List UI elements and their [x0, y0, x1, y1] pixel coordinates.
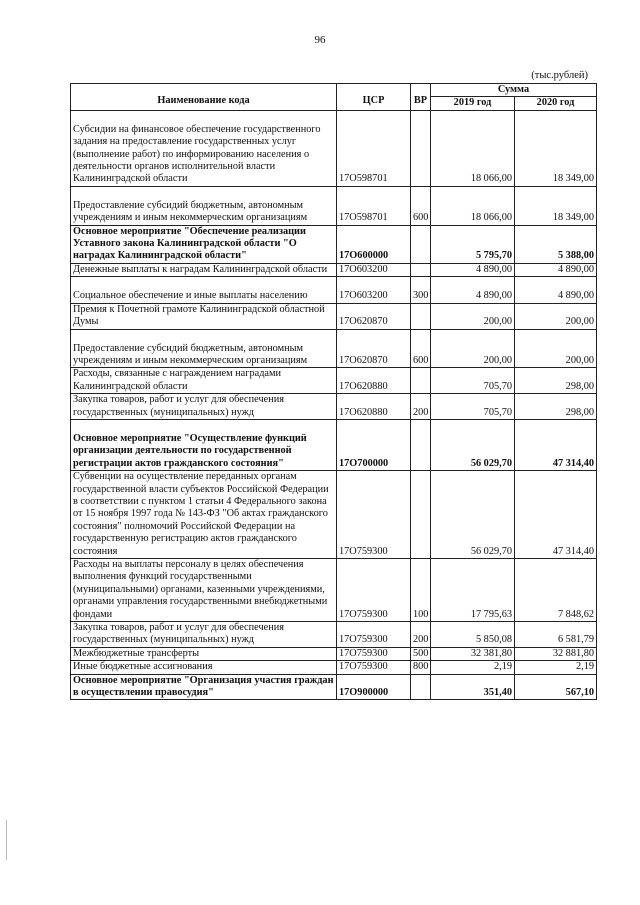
row-name: Иные бюджетные ассигнования	[71, 661, 337, 674]
row-name: Закупка товаров, работ и услуг для обеспечения государственных (муниципальных) нужд	[71, 622, 337, 648]
row-csr: 17О759300	[337, 559, 411, 622]
row-vr	[411, 225, 431, 263]
row-name: Субвенции на осуществление переданных органам государственной власти субъектов Российской Федерации в соответствии с пунктом 1 статьи 4 Федерального закона от 15 ноября 1997 года № 143-ФЗ "Об актах гражданского состояния" полномочий Российской Федерации на государственную регистрацию актов гражданского состояния	[71, 471, 337, 559]
table-row	[71, 368, 597, 394]
row-sum-2020: 4 890,00	[515, 277, 597, 303]
row-csr: 17О759300	[337, 661, 411, 674]
row-sum-2019: 17 795,63	[431, 559, 515, 622]
table-row	[71, 674, 597, 700]
row-vr	[411, 263, 431, 276]
row-csr: 17О600000	[337, 225, 411, 263]
table-row	[71, 394, 597, 420]
row-sum-2019: 5 795,70	[431, 225, 515, 263]
row-sum-2019: 56 029,70	[431, 471, 515, 559]
row-name: Основное мероприятие "Осуществление функций организации деятельности по государственной регистрации актов гражданского состояния"	[71, 419, 337, 470]
row-sum-2019: 4 890,00	[431, 277, 515, 303]
header-csr: ЦСР	[337, 84, 411, 111]
row-sum-2019: 4 890,00	[431, 263, 515, 276]
row-name: Субсидии на финансовое обеспечение государственного задания на предоставление государственных услуг (выполнение работ) по информированию населения о деятельности органов исполнительной власти Калининградской области	[71, 110, 337, 186]
row-name: Расходы, связанные с награждением наградами Калининградской области	[71, 368, 337, 394]
row-name: Социальное обеспечение и иные выплаты населению	[71, 277, 337, 303]
table-row	[71, 277, 597, 303]
row-sum-2019: 32 381,80	[431, 647, 515, 660]
row-name: Расходы на выплаты персоналу в целях обеспечения выполнения функций государственными (муниципальными) органами, казенными учреждениями, органами управления государственными внебюджетными фондами	[71, 559, 337, 622]
row-sum-2019: 5 850,08	[431, 622, 515, 648]
table-row	[71, 110, 597, 186]
margin-mark	[6, 820, 7, 860]
header-sum: Сумма	[431, 84, 597, 97]
row-vr	[411, 419, 431, 470]
row-csr: 17О598701	[337, 186, 411, 225]
row-name: Предоставление субсидий бюджетным, автономным учреждениям и иным некоммерческим организациям	[71, 186, 337, 225]
row-sum-2020: 4 890,00	[515, 263, 597, 276]
table-row	[71, 419, 597, 470]
row-csr: 17О759300	[337, 647, 411, 660]
table-row	[71, 329, 597, 368]
row-vr	[411, 674, 431, 700]
row-sum-2020: 32 881,80	[515, 647, 597, 660]
row-sum-2019: 56 029,70	[431, 419, 515, 470]
row-sum-2020: 298,00	[515, 394, 597, 420]
row-vr: 600	[411, 186, 431, 225]
table-row	[71, 303, 597, 329]
row-vr: 100	[411, 559, 431, 622]
header-vr: ВР	[411, 84, 431, 111]
row-sum-2020: 18 349,00	[515, 186, 597, 225]
units-label: (тыс.рублей)	[531, 70, 588, 81]
row-sum-2019: 351,40	[431, 674, 515, 700]
row-name: Основное мероприятие "Обеспечение реализации Уставного закона Калининградской области "О наградах Калининградской области"	[71, 225, 337, 263]
table-row	[71, 263, 597, 276]
row-sum-2020: 200,00	[515, 303, 597, 329]
row-sum-2020: 567,10	[515, 674, 597, 700]
row-sum-2020: 18 349,00	[515, 110, 597, 186]
row-csr: 17О620880	[337, 394, 411, 420]
table-header	[71, 84, 597, 111]
row-sum-2020: 200,00	[515, 329, 597, 368]
row-sum-2020: 6 581,79	[515, 622, 597, 648]
row-vr	[411, 471, 431, 559]
row-sum-2019: 18 066,00	[431, 186, 515, 225]
table-body	[71, 110, 597, 700]
row-sum-2020: 47 314,40	[515, 419, 597, 470]
header-year-2019: 2019 год	[431, 97, 515, 110]
row-csr: 17О620870	[337, 303, 411, 329]
table-row	[71, 622, 597, 648]
row-sum-2020: 298,00	[515, 368, 597, 394]
row-vr: 600	[411, 329, 431, 368]
row-sum-2019: 200,00	[431, 303, 515, 329]
row-vr: 500	[411, 647, 431, 660]
row-sum-2019: 2,19	[431, 661, 515, 674]
row-vr: 200	[411, 622, 431, 648]
row-csr: 17О620880	[337, 368, 411, 394]
row-vr: 800	[411, 661, 431, 674]
row-sum-2020: 2,19	[515, 661, 597, 674]
row-name: Предоставление субсидий бюджетным, автономным учреждениям и иным некоммерческим организациям	[71, 329, 337, 368]
table-row	[71, 559, 597, 622]
row-csr: 17О700000	[337, 419, 411, 470]
row-sum-2019: 705,70	[431, 368, 515, 394]
row-vr: 300	[411, 277, 431, 303]
page-number: 96	[314, 34, 326, 46]
row-csr: 17О759300	[337, 622, 411, 648]
row-csr: 17О603200	[337, 263, 411, 276]
row-sum-2019: 705,70	[431, 394, 515, 420]
table-row	[71, 186, 597, 225]
row-csr: 17О620870	[337, 329, 411, 368]
table-row	[71, 661, 597, 674]
row-name: Закупка товаров, работ и услуг для обеспечения государственных (муниципальных) нужд	[71, 394, 337, 420]
row-sum-2019: 18 066,00	[431, 110, 515, 186]
row-name: Премия к Почетной грамоте Калининградской областной Думы	[71, 303, 337, 329]
row-sum-2020: 5 388,00	[515, 225, 597, 263]
table-row	[71, 225, 597, 263]
row-sum-2020: 7 848,62	[515, 559, 597, 622]
row-name: Межбюджетные трансферты	[71, 647, 337, 660]
row-vr	[411, 110, 431, 186]
row-name: Денежные выплаты к наградам Калининградской области	[71, 263, 337, 276]
row-csr: 17О759300	[337, 471, 411, 559]
row-name: Основное мероприятие "Организация участия граждан в осуществлении правосудия"	[71, 674, 337, 700]
table-row	[71, 471, 597, 559]
table-row	[71, 647, 597, 660]
row-csr: 17О900000	[337, 674, 411, 700]
budget-table	[70, 83, 597, 700]
row-sum-2020: 47 314,40	[515, 471, 597, 559]
row-vr	[411, 303, 431, 329]
row-csr: 17О603200	[337, 277, 411, 303]
row-vr: 200	[411, 394, 431, 420]
header-year-2020: 2020 год	[515, 97, 597, 110]
header-name: Наименование кода	[71, 84, 337, 111]
row-csr: 17О598701	[337, 110, 411, 186]
row-vr	[411, 368, 431, 394]
row-sum-2019: 200,00	[431, 329, 515, 368]
